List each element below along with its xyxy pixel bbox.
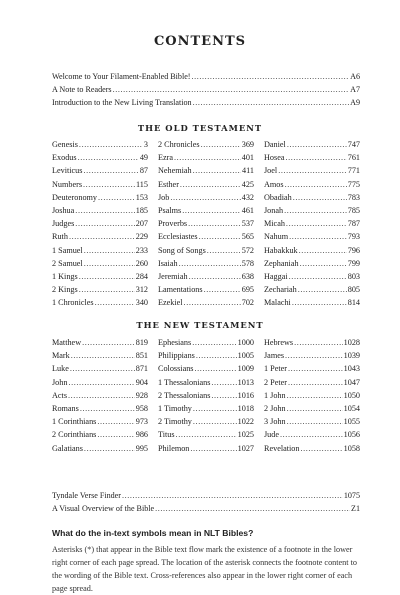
book-entry[interactable] — [158, 428, 254, 441]
dot-leader — [195, 362, 237, 375]
book-entry[interactable] — [158, 217, 254, 230]
book-entry[interactable] — [158, 349, 254, 362]
dot-leader — [83, 164, 138, 177]
dot-leader — [288, 362, 343, 375]
book-entry[interactable] — [264, 389, 360, 402]
entry-title: 2 Peter — [264, 377, 287, 387]
entry-page-number: 695 — [241, 285, 254, 295]
dot-leader — [193, 96, 349, 109]
entry-page-number: 928 — [135, 390, 148, 400]
book-entry[interactable] — [264, 296, 360, 309]
dot-leader — [184, 296, 241, 309]
symbols-paragraph: Asterisks (*) that appear in the Bible text flow mark the existence of a footnote in the lower right corner of each page spread. The location of the asterisk connects the footnote content to the wording of the Bible text. Cross-references also appear in the lower right corner of each page spread. — [52, 545, 357, 593]
book-entry[interactable] — [52, 191, 148, 204]
entry-page-number: 799 — [347, 258, 360, 268]
dot-leader — [180, 178, 241, 191]
entry-page-number: 1075 — [343, 491, 360, 500]
dot-leader — [193, 402, 237, 415]
book-entry[interactable] — [158, 191, 254, 204]
dot-leader — [80, 402, 135, 415]
book-entry[interactable] — [264, 217, 360, 230]
dot-leader — [207, 244, 241, 257]
entry-page-number: 312 — [135, 285, 148, 295]
old-testament-heading: THE OLD TESTAMENT — [137, 123, 263, 133]
entry-title: Nehemiah — [158, 166, 192, 176]
dot-leader — [79, 138, 143, 151]
dot-leader — [84, 442, 135, 455]
book-entry[interactable] — [158, 402, 254, 415]
book-entry[interactable] — [52, 362, 148, 375]
entry-page-number: 49 — [139, 153, 148, 163]
dot-leader — [211, 376, 236, 389]
book-entry[interactable] — [52, 244, 148, 257]
book-entry[interactable] — [52, 204, 148, 217]
dot-leader — [289, 230, 347, 243]
entry-title: A Visual Overview of the Bible — [52, 504, 155, 513]
dot-leader — [298, 283, 347, 296]
entry-page-number: 803 — [347, 272, 360, 282]
entry-title: 1 Thessalonians — [158, 377, 211, 387]
entry-title: Revelation — [264, 443, 300, 453]
entry-title: Daniel — [264, 140, 286, 149]
book-entry[interactable] — [52, 349, 148, 362]
dot-leader — [95, 296, 135, 309]
entry-title: Mark — [52, 351, 70, 361]
dot-leader — [174, 151, 241, 164]
book-entry[interactable] — [158, 244, 254, 257]
entry-title: Introduction to the New Living Translation — [52, 98, 192, 107]
entry-page-number: 1013 — [237, 377, 254, 387]
entry-page-number: 229 — [135, 232, 148, 242]
entry-title: Lamentations — [158, 285, 203, 295]
book-entry[interactable] — [264, 362, 360, 375]
entry-page-number: 185 — [135, 206, 148, 216]
entry-title: Galatians — [52, 443, 83, 453]
entry-page-number: 771 — [347, 166, 360, 176]
book-entry[interactable] — [264, 415, 360, 428]
book-entry[interactable] — [158, 138, 254, 151]
dot-leader — [182, 204, 241, 217]
dot-leader — [285, 151, 346, 164]
entry-title: 1 Chronicles — [52, 298, 94, 308]
dot-leader — [82, 336, 135, 349]
entry-page-number: 207 — [135, 219, 148, 229]
dot-leader — [287, 415, 343, 428]
page-title: CONTENTS — [153, 34, 247, 49]
book-entry[interactable] — [264, 336, 360, 349]
entry-page-number: 775 — [347, 179, 360, 189]
dot-leader — [84, 244, 135, 257]
entry-page-number: 638 — [241, 272, 254, 282]
book-entry[interactable] — [52, 415, 148, 428]
entry-title: Psalms — [158, 206, 182, 216]
entry-title: 2 John — [264, 404, 286, 414]
entry-title: Isaiah — [158, 258, 178, 268]
book-entry[interactable] — [264, 428, 360, 441]
dot-leader — [75, 217, 134, 230]
entry-title: Acts — [52, 390, 68, 400]
dot-leader — [179, 257, 241, 270]
entry-title: Hebrews — [264, 338, 294, 347]
book-entry[interactable] — [52, 164, 148, 177]
entry-page-number: 153 — [135, 192, 148, 202]
entry-title: 3 John — [264, 417, 286, 427]
dot-leader — [280, 428, 343, 441]
entry-title: Philippians — [158, 351, 195, 361]
entry-page-number: 747 — [347, 140, 360, 149]
entry-page-number: 3 — [143, 140, 148, 149]
entry-page-number: A7 — [350, 85, 360, 94]
entry-page-number: 1058 — [343, 443, 360, 453]
entry-title: Titus — [158, 430, 175, 440]
entry-page-number: 1050 — [343, 390, 360, 400]
book-entry[interactable] — [52, 376, 148, 389]
entry-page-number: 87 — [139, 166, 148, 176]
entry-title: Amos — [264, 179, 284, 189]
dot-leader — [78, 151, 139, 164]
dot-leader — [193, 415, 237, 428]
dot-leader — [192, 70, 350, 83]
dot-leader — [75, 204, 134, 217]
entry-page-number: 871 — [135, 364, 148, 374]
new-testament-heading: THE NEW TESTAMENT — [136, 320, 264, 330]
dot-leader — [190, 442, 236, 455]
entry-page-number: 787 — [347, 219, 360, 229]
entry-title: 2 Timothy — [158, 417, 192, 427]
dot-leader — [300, 257, 347, 270]
entry-title: Welcome to Your Filament-Enabled Bible! — [52, 72, 191, 81]
dot-leader — [155, 502, 350, 515]
entry-page-number: 1016 — [237, 390, 254, 400]
book-entry[interactable] — [52, 257, 148, 270]
dot-leader — [300, 442, 342, 455]
dot-leader — [289, 270, 347, 283]
dot-leader — [278, 164, 347, 177]
entry-page-number: 401 — [241, 153, 254, 163]
dot-leader — [204, 283, 241, 296]
entry-title: Malachi — [264, 298, 291, 308]
dot-leader — [188, 217, 241, 230]
entry-page-number: 819 — [135, 338, 148, 347]
book-entry[interactable] — [52, 389, 148, 402]
book-entry[interactable] — [52, 270, 148, 283]
entry-page-number: 904 — [135, 377, 148, 387]
dot-leader — [176, 428, 237, 441]
appendix-list — [52, 489, 360, 515]
symbols-question: What do the in-text symbols mean in NLT Bibles? — [52, 528, 254, 538]
book-column — [264, 336, 360, 455]
book-entry[interactable] — [264, 151, 360, 164]
entry-page-number: 1009 — [237, 364, 254, 374]
dot-leader — [293, 191, 347, 204]
entry-title: A Note to Readers — [52, 85, 112, 94]
entry-page-number: 1043 — [343, 364, 360, 374]
entry-page-number: 1039 — [343, 351, 360, 361]
book-column — [52, 138, 148, 310]
dot-leader — [284, 204, 347, 217]
book-entry[interactable] — [158, 283, 254, 296]
entry-title: Deuteronomy — [52, 192, 98, 202]
book-entry[interactable] — [158, 336, 254, 349]
entry-page-number: 284 — [135, 272, 148, 282]
entry-title: Zechariah — [264, 285, 297, 295]
book-entry[interactable] — [264, 402, 360, 415]
entry-page-number: 411 — [242, 166, 254, 176]
book-column — [158, 336, 254, 455]
entry-page-number: A9 — [350, 98, 360, 107]
dot-leader — [97, 428, 134, 441]
entry-title: John — [52, 377, 68, 387]
entry-page-number: 783 — [347, 192, 360, 202]
entry-title: 1 Peter — [264, 364, 287, 374]
entry-page-number: 986 — [135, 430, 148, 440]
dot-leader — [69, 230, 135, 243]
entry-page-number: Z1 — [351, 504, 360, 513]
book-entry[interactable] — [52, 283, 148, 296]
entry-title: Hosea — [264, 153, 285, 163]
book-entry[interactable] — [52, 151, 148, 164]
entry-page-number: 260 — [135, 258, 148, 268]
entry-page-number: 1055 — [343, 417, 360, 427]
entry-page-number: 425 — [241, 179, 254, 189]
book-entry[interactable] — [52, 296, 148, 309]
dot-leader — [84, 257, 135, 270]
entry-title: Nahum — [264, 232, 289, 242]
entry-title: Ruth — [52, 232, 68, 242]
dot-leader — [288, 376, 343, 389]
entry-title: Colossians — [158, 364, 194, 374]
entry-page-number: 1005 — [237, 351, 254, 361]
dot-leader — [193, 164, 241, 177]
entry-page-number: A6 — [350, 72, 360, 81]
book-entry[interactable] — [52, 442, 148, 455]
entry-title: Ezra — [158, 153, 173, 163]
book-entry[interactable] — [52, 230, 148, 243]
entry-title: Judges — [52, 219, 75, 229]
dot-leader — [79, 283, 135, 296]
entry-page-number: 340 — [135, 298, 148, 308]
entry-title: 2 Thessalonians — [158, 390, 211, 400]
dot-leader — [292, 296, 347, 309]
book-entry[interactable] — [52, 428, 148, 441]
book-entry[interactable] — [264, 164, 360, 177]
entry-title: Leviticus — [52, 166, 83, 176]
entry-title: Luke — [52, 364, 69, 374]
dot-leader — [68, 376, 134, 389]
entry-title: Ephesians — [158, 338, 192, 347]
entry-title: Numbers — [52, 179, 83, 189]
dot-leader — [113, 83, 350, 96]
book-entry[interactable] — [264, 376, 360, 389]
intro-list — [52, 70, 360, 109]
entry-page-number: 461 — [241, 206, 254, 216]
book-entry[interactable] — [158, 362, 254, 375]
entry-page-number: 1047 — [343, 377, 360, 387]
entry-title: Jeremiah — [158, 272, 188, 282]
entry-page-number: 995 — [135, 443, 148, 453]
book-entry[interactable] — [264, 283, 360, 296]
book-entry[interactable] — [264, 270, 360, 283]
dot-leader — [286, 217, 347, 230]
entry-page-number: 1000 — [237, 338, 254, 347]
book-entry[interactable] — [52, 336, 148, 349]
dot-leader — [211, 389, 236, 402]
entry-title: Job — [158, 192, 170, 202]
entry-title: 2 Kings — [52, 285, 78, 295]
book-entry[interactable] — [158, 415, 254, 428]
contents-entry[interactable] — [52, 489, 360, 502]
entry-title: 2 Chronicles — [158, 140, 200, 149]
entry-title: Proverbs — [158, 219, 188, 229]
book-entry[interactable] — [158, 178, 254, 191]
old-testament-grid — [52, 138, 360, 310]
entry-title: 1 Kings — [52, 272, 78, 282]
entry-page-number: 814 — [347, 298, 360, 308]
dot-leader — [192, 336, 236, 349]
dot-leader — [122, 489, 343, 502]
entry-page-number: 973 — [135, 417, 148, 427]
new-testament-grid — [52, 336, 360, 455]
dot-leader — [299, 244, 347, 257]
entry-page-number: 958 — [135, 404, 148, 414]
entry-title: 2 Corinthians — [52, 430, 97, 440]
book-entry[interactable] — [264, 191, 360, 204]
dot-leader — [201, 138, 241, 151]
dot-leader — [98, 191, 135, 204]
dot-leader — [287, 389, 343, 402]
book-entry[interactable] — [52, 138, 148, 151]
dot-leader — [83, 178, 135, 191]
entry-page-number: 565 — [241, 232, 254, 242]
entry-page-number: 233 — [135, 245, 148, 255]
book-entry[interactable] — [158, 389, 254, 402]
entry-title: Ecclesiastes — [158, 232, 198, 242]
book-entry[interactable] — [158, 270, 254, 283]
entry-title: 1 Samuel — [52, 245, 83, 255]
entry-page-number: 796 — [347, 245, 360, 255]
book-entry[interactable] — [158, 164, 254, 177]
entry-title: Obadiah — [264, 192, 292, 202]
book-entry[interactable] — [264, 204, 360, 217]
book-column — [52, 336, 148, 455]
entry-page-number: 805 — [347, 285, 360, 295]
entry-title: Song of Songs — [158, 245, 206, 255]
entry-title: Genesis — [52, 140, 78, 149]
dot-leader — [287, 138, 347, 151]
entry-title: 1 Corinthians — [52, 417, 97, 427]
entry-title: 1 John — [264, 390, 286, 400]
entry-title: Matthew — [52, 338, 82, 347]
entry-title: Jude — [264, 430, 280, 440]
entry-page-number: 1018 — [237, 404, 254, 414]
entry-title: James — [264, 351, 285, 361]
contents-entry[interactable] — [52, 83, 360, 96]
contents-entry[interactable] — [52, 502, 360, 515]
entry-page-number: 1028 — [343, 338, 360, 347]
book-entry[interactable] — [158, 296, 254, 309]
entry-title: Micah — [264, 219, 285, 229]
entry-title: Ezekiel — [158, 298, 183, 308]
book-entry[interactable] — [264, 178, 360, 191]
entry-page-number: 851 — [135, 351, 148, 361]
dot-leader — [294, 336, 343, 349]
book-entry[interactable] — [52, 402, 148, 415]
entry-page-number: 793 — [347, 232, 360, 242]
entry-page-number: 1022 — [237, 417, 254, 427]
book-entry[interactable] — [264, 257, 360, 270]
entry-title: Joshua — [52, 206, 75, 216]
entry-title: Jonah — [264, 206, 284, 216]
dot-leader — [285, 349, 343, 362]
entry-title: Esther — [158, 179, 179, 189]
entry-page-number: 761 — [347, 153, 360, 163]
book-entry[interactable] — [264, 138, 360, 151]
book-entry[interactable] — [264, 244, 360, 257]
entry-page-number: 1027 — [237, 443, 254, 453]
entry-page-number: 785 — [347, 206, 360, 216]
book-entry[interactable] — [52, 178, 148, 191]
entry-page-number: 1054 — [343, 404, 360, 414]
dot-leader — [170, 191, 240, 204]
entry-title: Philemon — [158, 443, 190, 453]
dot-leader — [199, 230, 241, 243]
entry-page-number: 369 — [241, 140, 254, 149]
dot-leader — [70, 362, 135, 375]
entry-title: Habakkuk — [264, 245, 298, 255]
book-entry[interactable] — [264, 442, 360, 455]
entry-page-number: 578 — [241, 258, 254, 268]
book-column — [158, 138, 254, 310]
entry-title: Zephaniah — [264, 258, 299, 268]
entry-page-number: 115 — [136, 179, 148, 189]
entry-title: 2 Samuel — [52, 258, 83, 268]
book-entry[interactable] — [158, 376, 254, 389]
dot-leader — [68, 389, 135, 402]
book-entry[interactable] — [158, 230, 254, 243]
entry-page-number: 1025 — [237, 430, 254, 440]
book-entry[interactable] — [158, 257, 254, 270]
dot-leader — [285, 178, 347, 191]
contents-entry[interactable] — [52, 70, 360, 83]
entry-page-number: 702 — [241, 298, 254, 308]
book-entry[interactable] — [158, 151, 254, 164]
dot-leader — [189, 270, 241, 283]
entry-title: Joel — [264, 166, 278, 176]
entry-page-number: 432 — [241, 192, 254, 202]
book-entry[interactable] — [264, 230, 360, 243]
entry-page-number: 1056 — [343, 430, 360, 440]
contents-entry[interactable] — [52, 96, 360, 109]
entry-page-number: 537 — [241, 219, 254, 229]
entry-page-number: 572 — [241, 245, 254, 255]
dot-leader — [79, 270, 135, 283]
dot-leader — [71, 349, 135, 362]
entry-title: Romans — [52, 404, 79, 414]
book-column — [264, 138, 360, 310]
book-entry[interactable] — [158, 204, 254, 217]
book-entry[interactable] — [158, 442, 254, 455]
entry-title: Tyndale Verse Finder — [52, 491, 121, 500]
entry-title: Haggai — [264, 272, 288, 282]
book-entry[interactable] — [264, 349, 360, 362]
dot-leader — [287, 402, 343, 415]
dot-leader — [196, 349, 237, 362]
book-entry[interactable] — [52, 217, 148, 230]
entry-title: 1 Timothy — [158, 404, 192, 414]
entry-title: Exodus — [52, 153, 77, 163]
dot-leader — [97, 415, 134, 428]
